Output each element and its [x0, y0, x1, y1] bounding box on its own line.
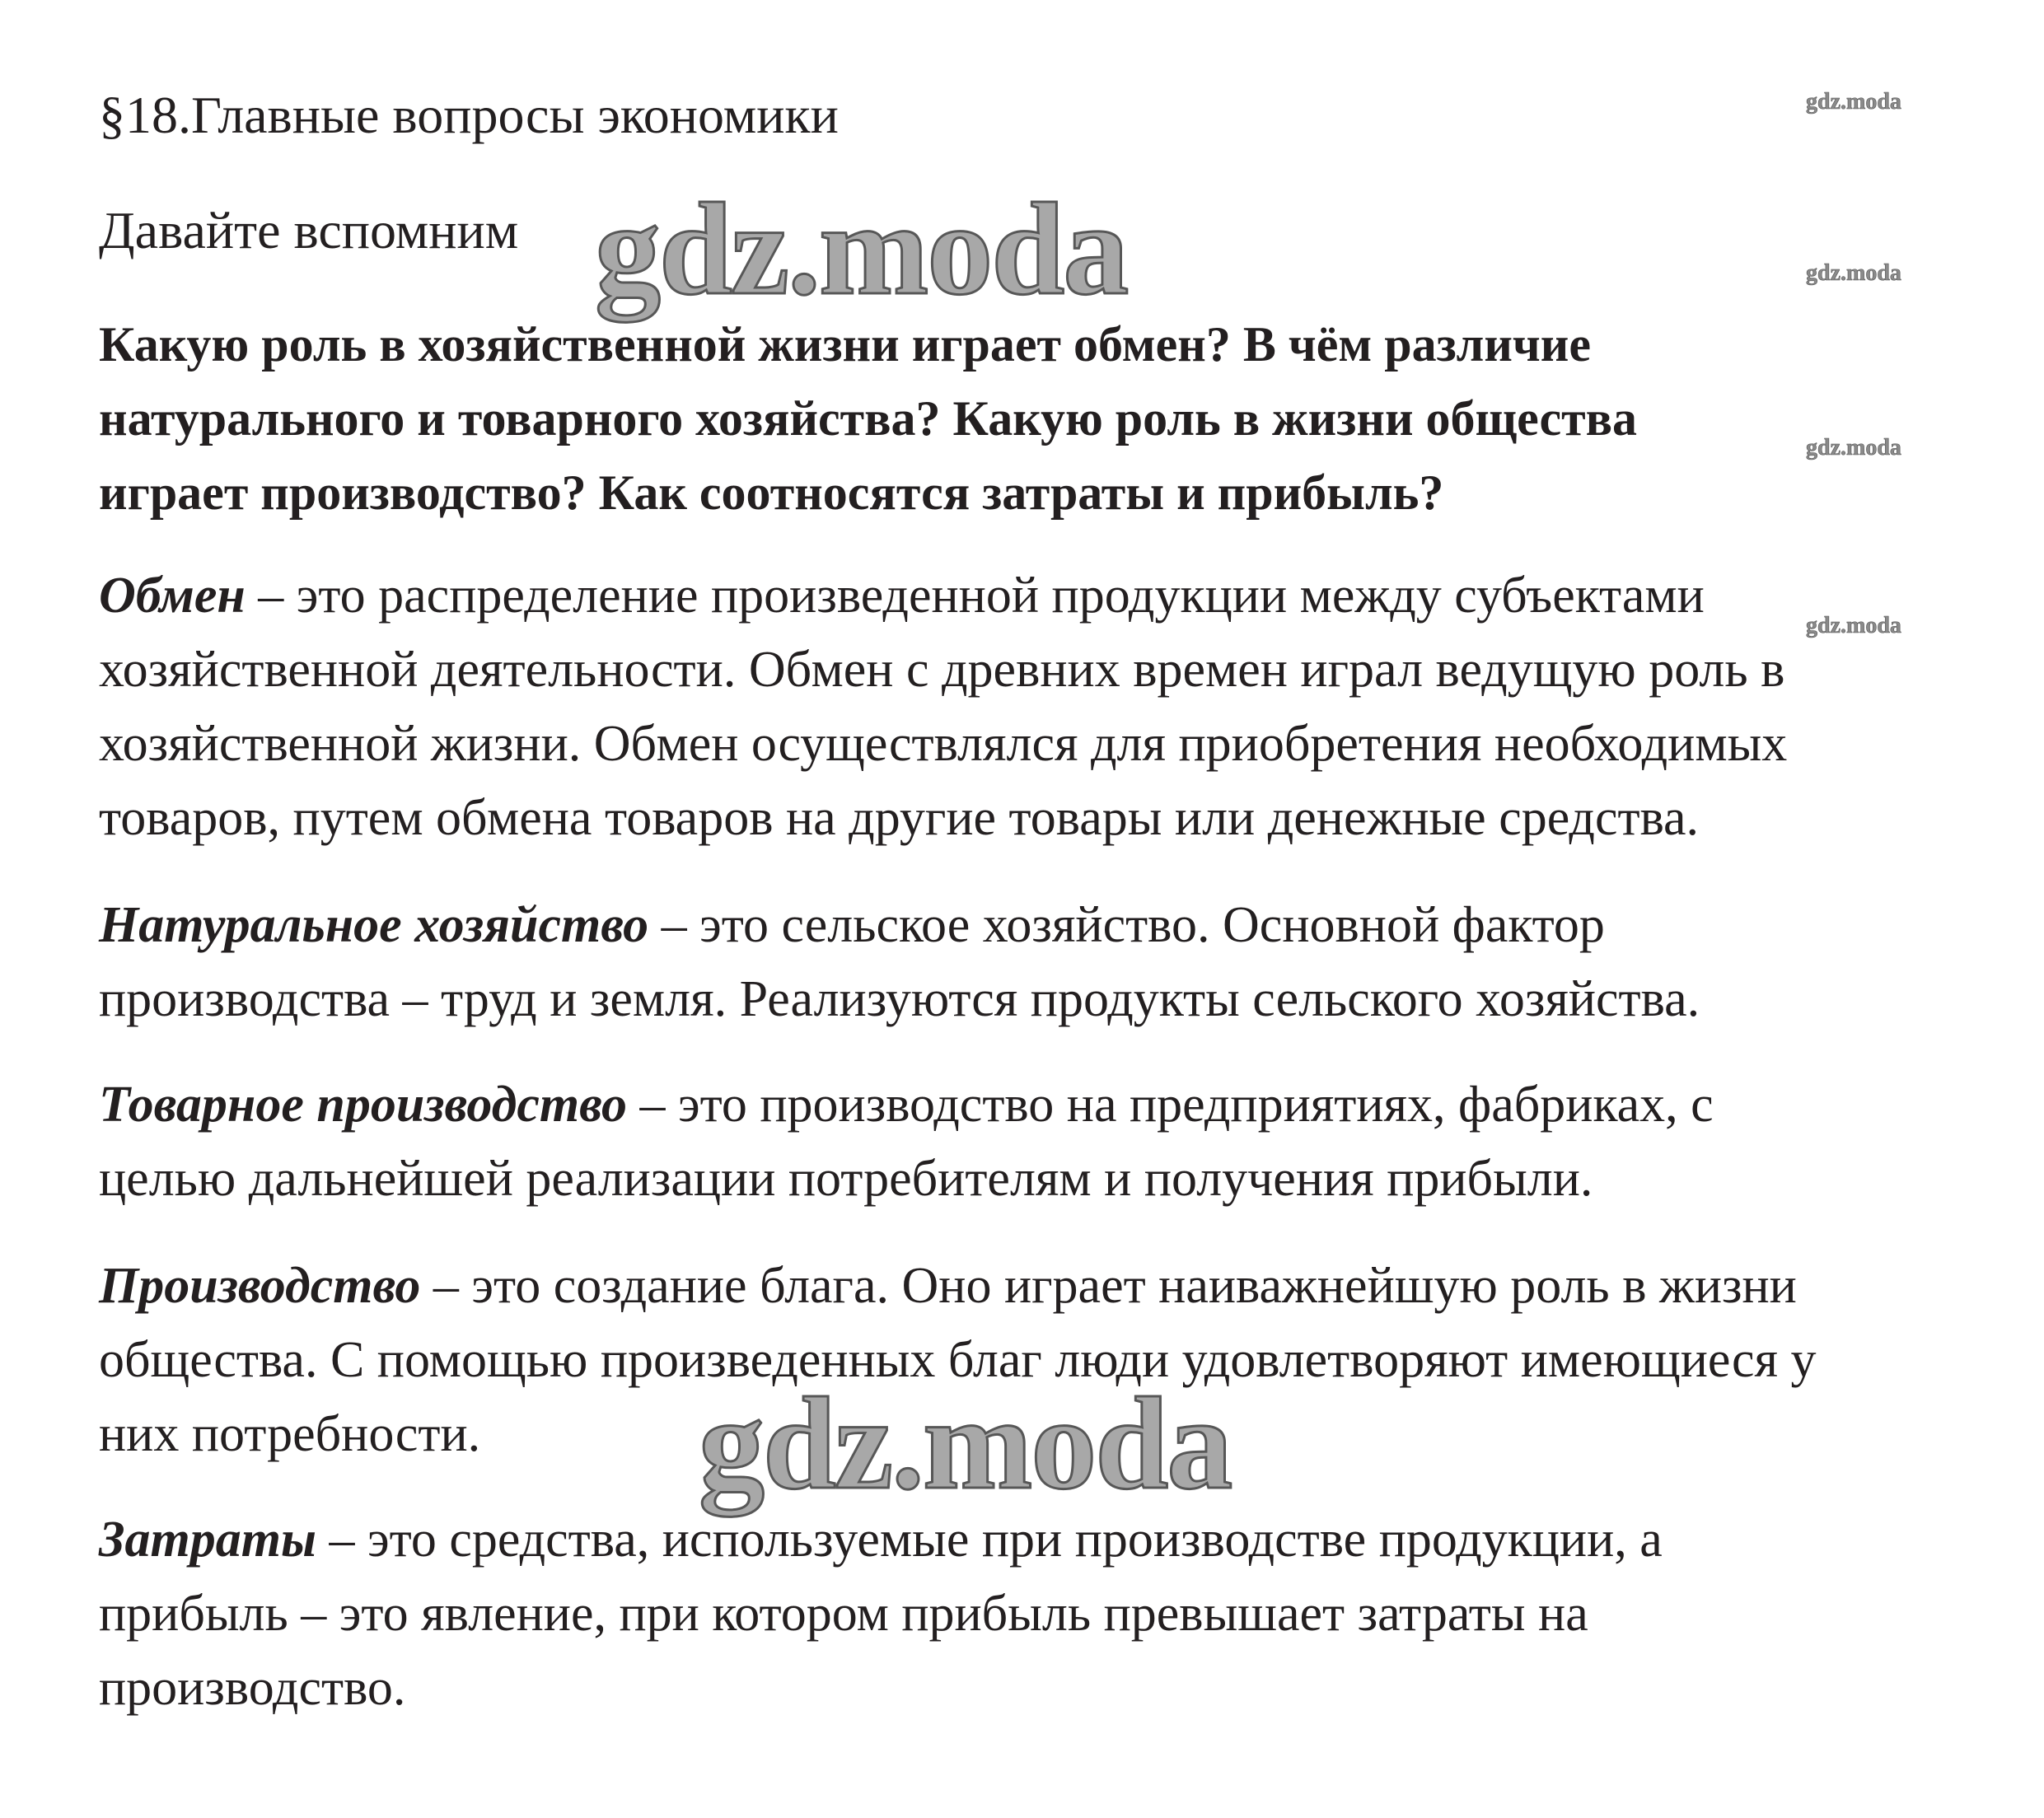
- paragraph-obmen-line-1: [99, 568, 1705, 624]
- paragraph-obmen-line-4: товаров, путем обмена товаров на другие товары или денежные средства.: [99, 790, 1700, 846]
- watermark-small: gdz.moda: [1806, 613, 1901, 638]
- definition-text: – это распределение произведенной продукции между субъектами: [245, 568, 1705, 624]
- paragraph-naturalnoe-line-1: [99, 897, 1605, 953]
- paragraph-zatraty-line-2: прибыль – это явление, при котором прибыль превышает затраты на: [99, 1586, 1588, 1642]
- recall-heading: Давайте вспомним: [99, 201, 519, 259]
- paragraph-proizvodstvo-line-1: [99, 1258, 1797, 1314]
- definition-text: – это производство на предприятиях, фабриках, с: [626, 1077, 1714, 1133]
- question-line-3: играет производство? Как соотносятся затраты и прибыль?: [99, 465, 1444, 520]
- watermark-small: gdz.moda: [1806, 89, 1901, 115]
- definition-text: – это сельское хозяйство. Основной фактор: [648, 897, 1605, 953]
- paragraph-naturalnoe-line-2: производства – труд и земля. Реализуются продукты сельского хозяйства.: [99, 971, 1700, 1027]
- paragraph-proizvodstvo-line-2: общества. С помощью произведенных благ люди удовлетворяют имеющиеся у: [99, 1332, 1817, 1388]
- paragraph-proizvodstvo-line-3: них потребности.: [99, 1406, 481, 1462]
- paragraph-zatraty-line-1: [99, 1512, 1663, 1568]
- section-title: §18.Главные вопросы экономики: [99, 86, 839, 144]
- paragraph-zatraty-line-3: производство.: [99, 1660, 406, 1716]
- term-proizvodstvo: Производство: [99, 1258, 421, 1314]
- watermark-small: gdz.moda: [1806, 260, 1901, 286]
- paragraph-obmen-line-3: хозяйственной жизни. Обмен осуществлялся для приобретения необходимых: [99, 716, 1788, 772]
- definition-text: – это средства, используемые при производстве продукции, а: [316, 1512, 1663, 1568]
- question-line-1: Какую роль в хозяйственной жизни играет обмен? В чём различие: [99, 317, 1591, 372]
- question-line-2: натурального и товарного хозяйства? Какую роль в жизни общества: [99, 391, 1638, 446]
- term-naturalnoe: Натуральное хозяйство: [99, 897, 649, 953]
- watermark-small: gdz.moda: [1806, 435, 1901, 460]
- term-zatraty: Затраты: [99, 1512, 317, 1568]
- paragraph-obmen-line-2: хозяйственной деятельности. Обмен с древних времен играл ведущую роль в: [99, 642, 1785, 698]
- term-tovarnoe: Товарное производство: [99, 1077, 627, 1133]
- term-obmen: Обмен: [99, 568, 246, 624]
- watermark-large: gdz.moda: [595, 175, 1128, 322]
- definition-text: – это создание блага. Оно играет наиважнейшую роль в жизни: [420, 1258, 1797, 1314]
- watermark-large: gdz.moda: [699, 1370, 1232, 1517]
- paragraph-tovarnoe-line-1: [99, 1077, 1714, 1133]
- paragraph-tovarnoe-line-2: целью дальнейшей реализации потребителям и получения прибыли.: [99, 1151, 1593, 1207]
